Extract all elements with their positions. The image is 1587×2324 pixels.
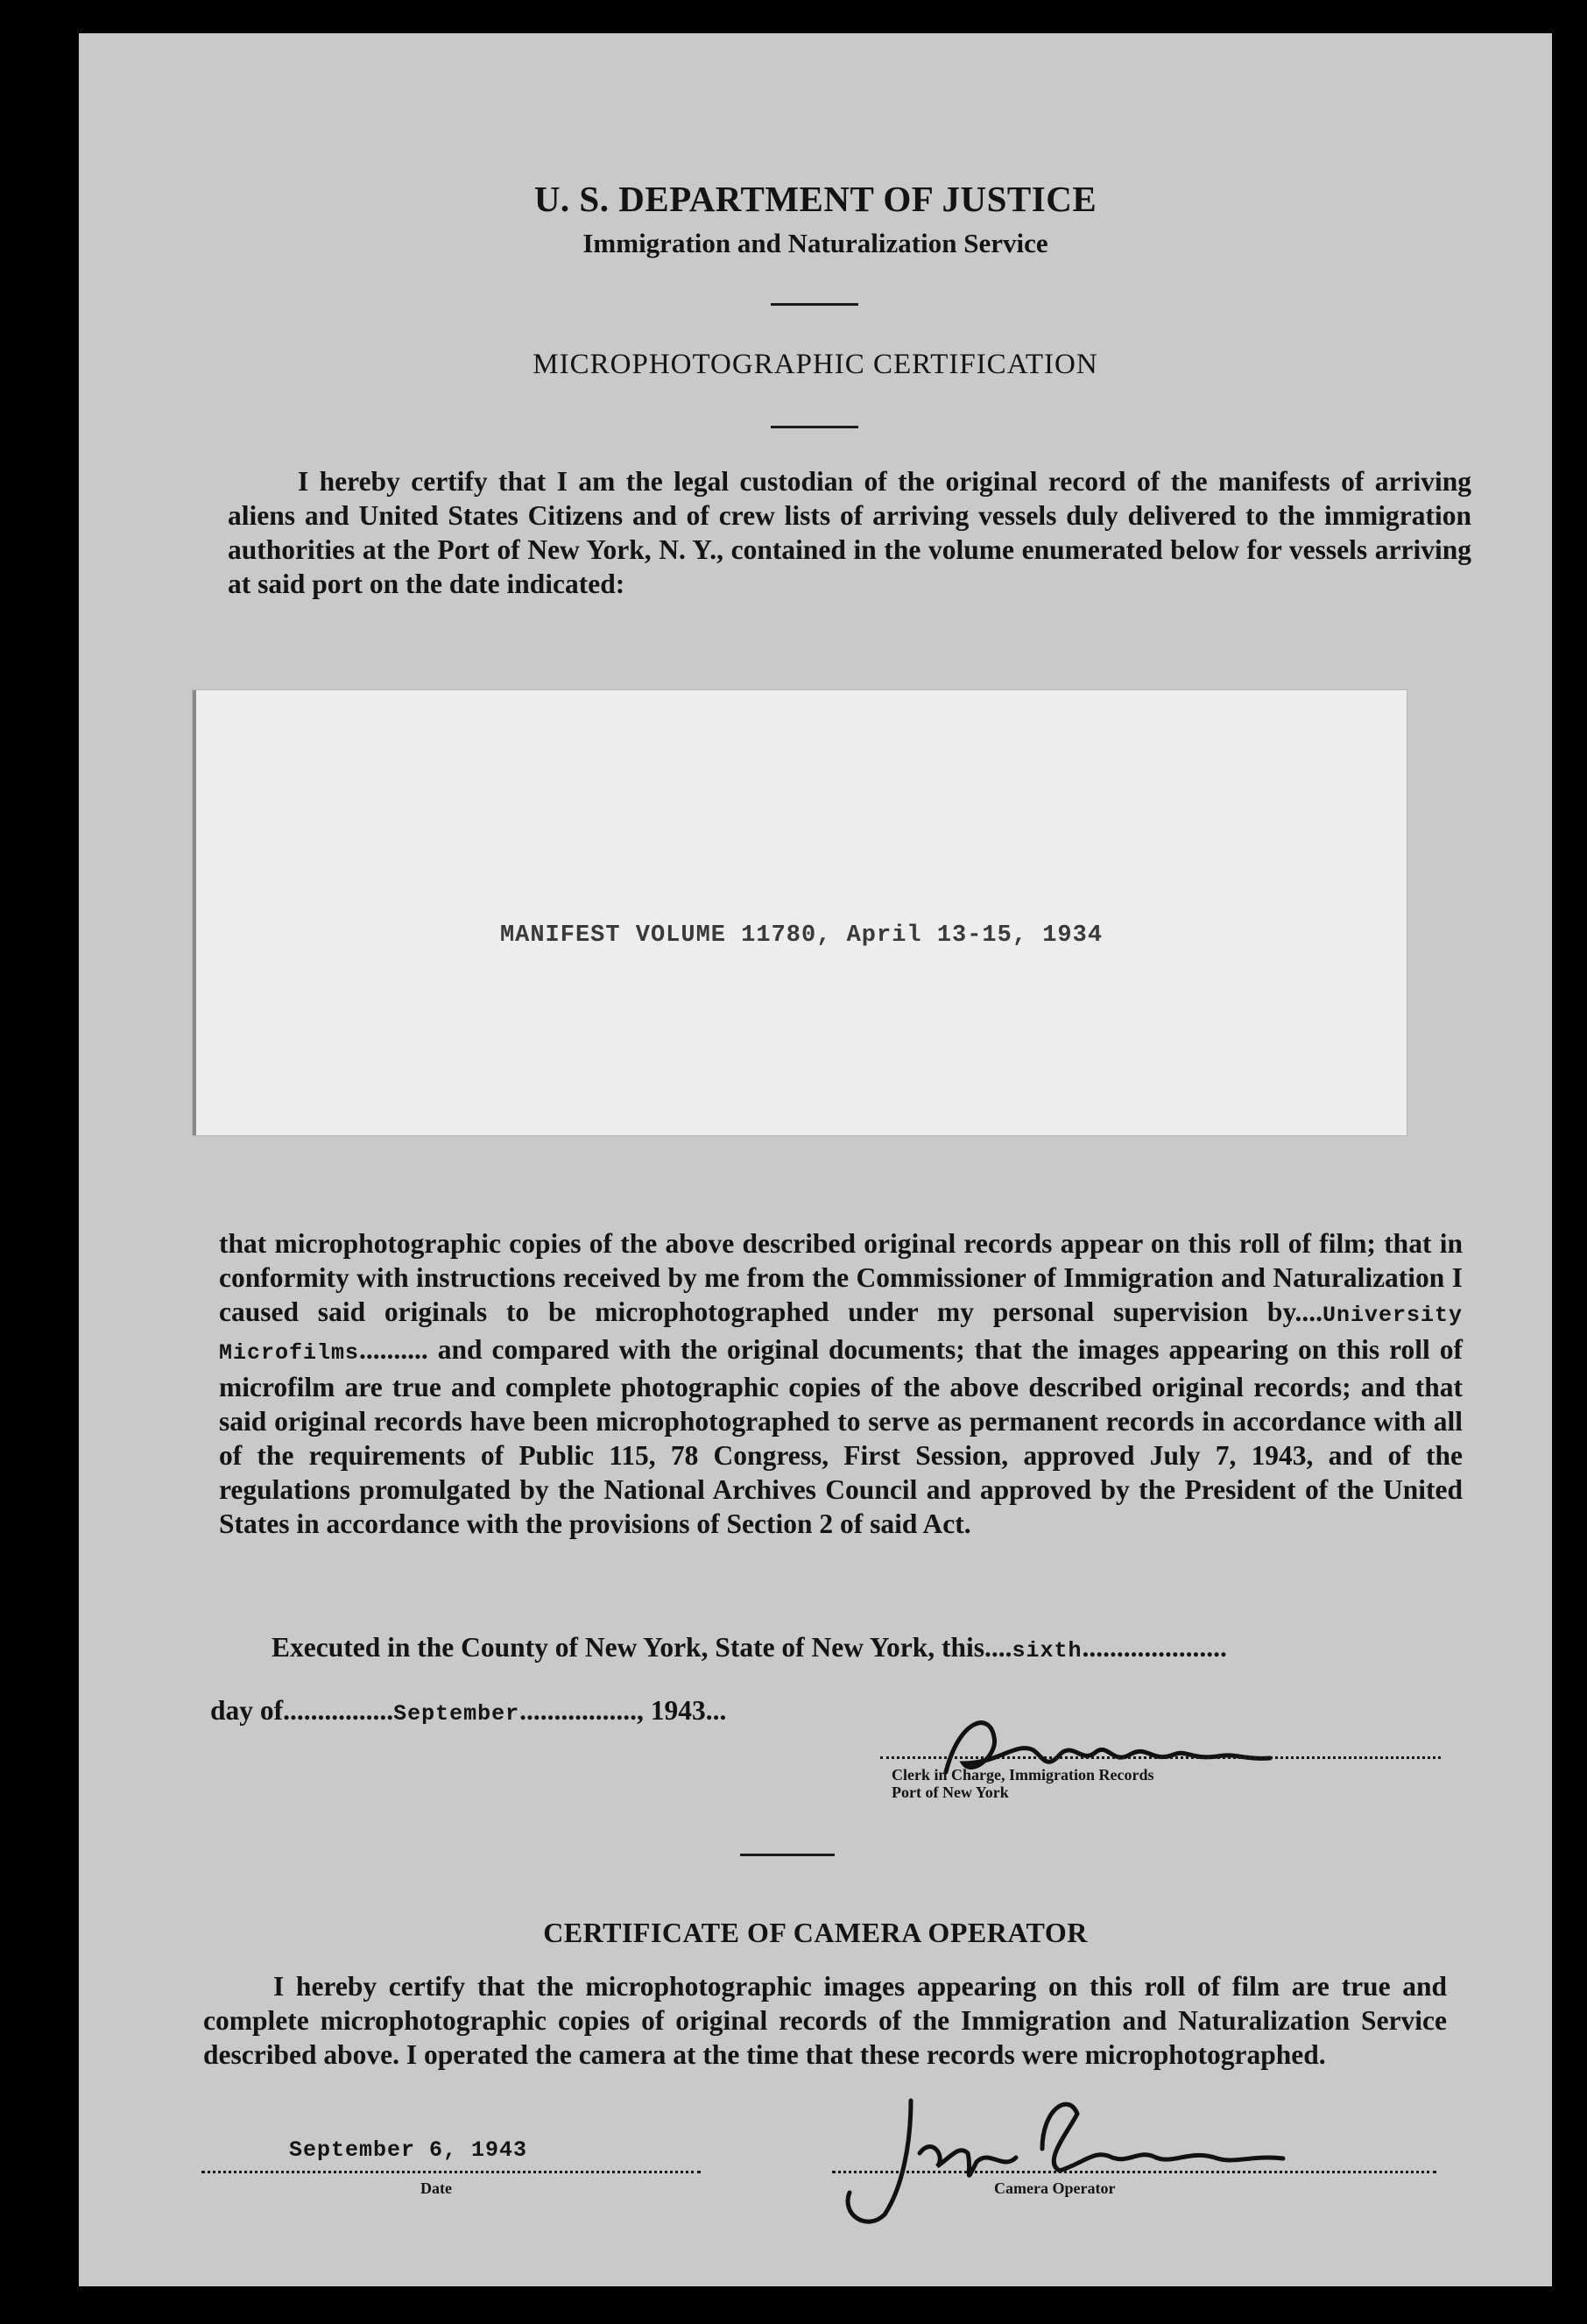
executed-day: sixth [1012,1638,1083,1664]
certification-title: MICROPHOTOGRAPHIC CERTIFICATION [533,349,1098,380]
department-heading: U. S. DEPARTMENT OF JUSTICE [533,179,1097,219]
manifest-label: MANIFEST VOLUME 11780, April 13-15, 1934 [499,922,1104,949]
photographer-value: University Microfilms [219,1303,1463,1366]
service-subheading: Immigration and Naturalization Service [582,228,1048,258]
date-value: September 6, 1943 [289,2137,528,2163]
camera-operator-signature [779,2074,1340,2241]
clerk-title-line-2: Port of New York [892,1784,1009,1801]
executed-prefix: Executed in the County of New York, State of New York, this [272,1632,985,1663]
certificate-page [79,33,1552,2286]
executed-year: , 1943 [637,1695,706,1726]
body-part-1: that microphotographic copies of the above described original records appear on this roll of film; that in conformity with instructions received by me from the Commissioner of Immigration and Naturalization I caused said originals to be microphotographed under my personal supervision by [219,1228,1463,1327]
executed-month: September [393,1701,520,1727]
clerk-signature-line [880,1756,1441,1759]
day-of-label: day of [210,1695,284,1726]
manifest-label-card [193,690,1407,1135]
camera-certificate-text: I hereby certify that the microphotographic images appearing on this roll of film are true and complete microphotographic copies of original records of the Immigration and Naturalization Service described above. I operated the camera at the time that these records were microphotographed. [203,1971,1447,2070]
certification-intro: I hereby certify that I am the legal custodian of the original record of the manifests of arriving aliens and United States Citizens and of crew lists of arriving vessels duly delivered to the immigration authorities at the Port of New York, N. Y., contained in the volume enumerated below for vessels arriving at said port on the date indicated: [228,466,1471,599]
divider [771,303,858,306]
body-part-2: and compared with the original documents; that the images appearing on this roll of microfilm are true and complete photographic copies of the above described original records; and that said original records have been microphotographed to serve as permanent records in accordance with all of the requirements of Public 115, 78 Congress, First Session, approved July 7, 1943, and of the regulations promulgated by the National Archives Council and approved by the President of the United States in accordance with the provisions of Section 2 of said Act. [219,1334,1463,1539]
executed-line: Executed in the County of New York, State of New York, this....sixth..................... [272,1632,1227,1664]
camera-operator-label: Camera Operator [994,2179,1116,2197]
clerk-title-line-1: Clerk in Charge, Immigration Records [892,1766,1154,1784]
camera-certificate-title: CERTIFICATE OF CAMERA OPERATOR [543,1917,1088,1948]
divider [740,1854,835,1856]
date-label: Date [420,2179,452,2197]
camera-operator-line [832,2171,1436,2173]
date-line [201,2171,701,2173]
day-of-line: day of................September................., 1943... [210,1695,727,1727]
certification-body: that microphotographic copies of the above described original records appear on this roll of film; that in conformity with instructions received by me from the Commissioner of Immigration and Naturalization I caused said originals to be microphotographed under my personal supervision by....University Microfilms.......... and compared with the original documents; that the images appearing on this roll of microfilm are true and complete photographic copies of the above described original records; and that said original records have been microphotographed to serve as permanent records in accordance with all of the requirements of Public 115, 78 Congress, First Session, approved July 7, 1943, and of the regulations promulgated by the National Archives Council and approved by the President of the United States in accordance with the provisions of Section 2 of said Act. [219,1228,1463,1539]
divider [771,426,858,428]
